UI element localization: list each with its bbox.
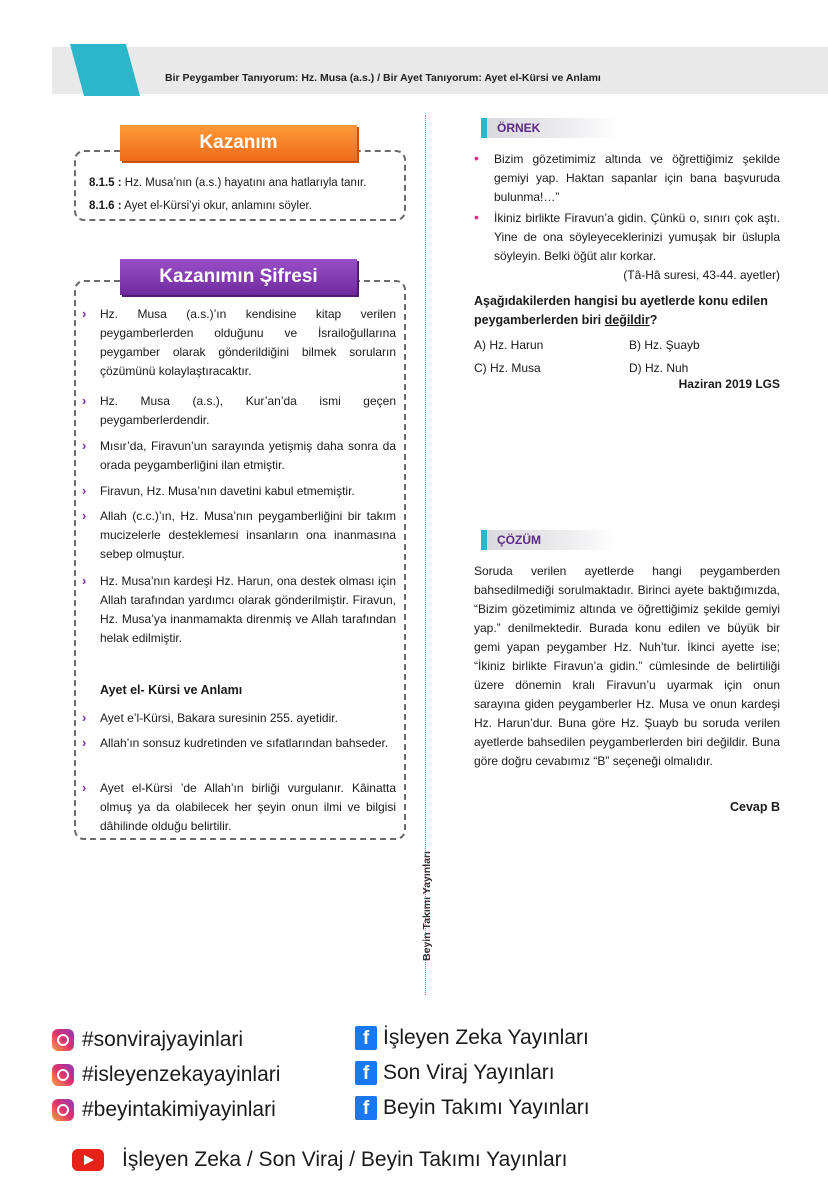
verse-reference: (Tâ-Hâ suresi, 43-44. ayetler) [623,268,780,282]
sifre-list-item: Hz. Musa (a.s.), Kur’an’da ismi geçen peygamberlerdendir. [100,394,396,427]
sifre-list-item: Firavun, Hz. Musa’nın davetini kabul etmemiştir. [100,484,355,498]
publisher-vertical-label: Beyin Takımı Yayınları [421,851,433,961]
option-d[interactable]: D) Hz. Nuh [629,361,689,375]
chevron-right-icon: › [82,483,87,498]
facebook-icon: f [355,1096,377,1120]
chevron-right-icon: › [82,573,87,588]
bullet-icon: • [474,150,479,166]
example-verse: Bizim gözetimimiz altında ve öğrettiğimiz şekilde gemiyi yap. Haktan sapanlar için bana başvuruda bulunma!…” [494,152,780,204]
sifre-list-item: Hz. Musa (a.s.)’ın kendisine kitap verilen peygamberlerden olduğunu ve İsrailoğullarına peygamber olarak gönderildiğini bilmek soruların çözümünü kolaylaştıracaktır. [100,307,396,378]
youtube-link[interactable]: İşleyen Zeka / Son Viraj / Beyin Takımı Yayınları [72,1148,568,1172]
question-text: Aşağıdakilerden hangisi bu ayetlerde konu edilen peygamberlerden biri değildir? [474,294,768,327]
youtube-icon [72,1149,104,1171]
chevron-right-icon: › [82,306,87,321]
chevron-right-icon: › [82,438,87,453]
chevron-right-icon: › [82,735,87,750]
header-band [52,47,828,94]
facebook-icon: f [355,1026,377,1050]
solution-text: Soruda verilen ayetlerde hangi peygamberden bahsedilmediği sorulmaktadır. Birinci ayete baktığımızda, “Bizim gözetimimiz altında ve öğrettiğimiz şekilde gemiyi yap.” denilmektedir. Burada konu edilen ve büyük bir gemi yapan peygamber Hz. Nuh’tur. İkinci ayette ise; “İkiniz birlikte Firavun’a gidin.” cümlesinde de belirtiliği üzere dönemin kralı Firavun’u uyarmak için onun sarayına giden peygamberler Hz. Musa ve onun kardeşi Hz. Harun’dur. Buna göre Hz. Şuayb bu soruda verilen ayetlerde bahsedilen peygamberlerden biri değildir. Buna göre doğru cevabımız “B” seçeneği olmalıdır. [474,564,780,768]
sifre-list-item: Ayet e’l-Kürsi, Bakara suresinin 255. ayetidir. [100,711,338,725]
sifre-list-item: Allah (c.c.)’ın, Hz. Musa’nın peygamberliğini bir takım mucizelerle desteklemesi insanların ona inanmasına sebep olmuştur. [100,509,396,561]
sifre-title: Kazanımın Şifresi [120,259,357,295]
question-source: Haziran 2019 LGS [678,377,780,391]
instagram-icon [52,1064,74,1086]
sifre-subheading: Ayet el- Kürsi ve Anlamı [100,683,243,697]
answer-text: Cevap B [729,800,780,814]
ornek-label: ÖRNEK [481,118,617,138]
chevron-right-icon: › [82,710,87,725]
instagram-link[interactable]: #beyintakimiyayinlari [52,1098,276,1122]
chevron-right-icon: › [82,508,87,523]
kazanim-item [89,177,399,189]
kazanim-text: Ayet el-Kürsi’yi okur, anlamını söyler. [121,200,312,212]
sifre-list-item: Allah’ın sonsuz kudretinden ve sıfatlarından bahseder. [100,736,389,750]
example-verse: İkiniz birlikte Firavun’a gidin. Çünkü o, sınırı çok aştı. Yine de ona söyleyeceklerinizi yumuşak bir üslupla söyleyin. Belki öğüt alır korkar. [494,211,780,263]
facebook-link[interactable]: f Beyin Takımı Yayınları [355,1096,590,1120]
kazanim-code: 8.1.5 : [89,177,122,189]
kazanim-text: Hz. Musa’nın (a.s.) hayatını ana hatlarıyla tanır. [121,177,367,189]
option-c[interactable]: C) Hz. Musa [474,361,541,375]
bullet-icon: • [474,209,479,225]
instagram-icon [52,1099,74,1121]
kazanim-item [89,200,399,212]
facebook-link[interactable]: f Son Viraj Yayınları [355,1061,555,1085]
chevron-right-icon: › [82,393,87,408]
facebook-icon: f [355,1061,377,1085]
instagram-icon [52,1029,74,1051]
cozum-label: ÇÖZÜM [481,530,617,550]
chevron-right-icon: › [82,780,87,795]
sifre-list-item: Hz. Musa’nın kardeşi Hz. Harun, ona destek olması için Allah tarafından yardımcı olarak gönderilmiştir. Firavun, Hz. Musa’ya inanmamakta direnmiş ve Allah tarafından helak edilmiştir. [100,574,396,645]
facebook-link[interactable]: f İşleyen Zeka Yayınları [355,1026,589,1050]
option-a[interactable]: A) Hz. Harun [474,338,544,352]
kazanim-code: 8.1.6 : [89,200,122,212]
option-b[interactable]: B) Hz. Şuayb [629,338,700,352]
instagram-link[interactable]: #isleyenzekayayinlari [52,1063,280,1087]
instagram-link[interactable]: #sonvirajyayinlari [52,1028,243,1052]
sifre-list-item: Ayet el-Kürsi ’de Allah’ın birliği vurgulanır. Kâinatta olmuş ya da olabilecek her şeyin onun ilmi ve bilgisi dâhilinde olduğu belirtilir. [100,781,396,833]
sifre-list-item: Mısır’da, Firavun’un sarayında yetişmiş daha sonra da orada peygamberliğini ilan etmiştir. [100,439,396,472]
page-header-title: Bir Peygamber Tanıyorum: Hz. Musa (a.s.) / Bir Ayet Tanıyorum: Ayet el-Kürsi ve Anlamı [165,72,601,84]
kazanim-title: Kazanım [120,125,357,161]
question-emphasis: değildir [604,313,650,327]
